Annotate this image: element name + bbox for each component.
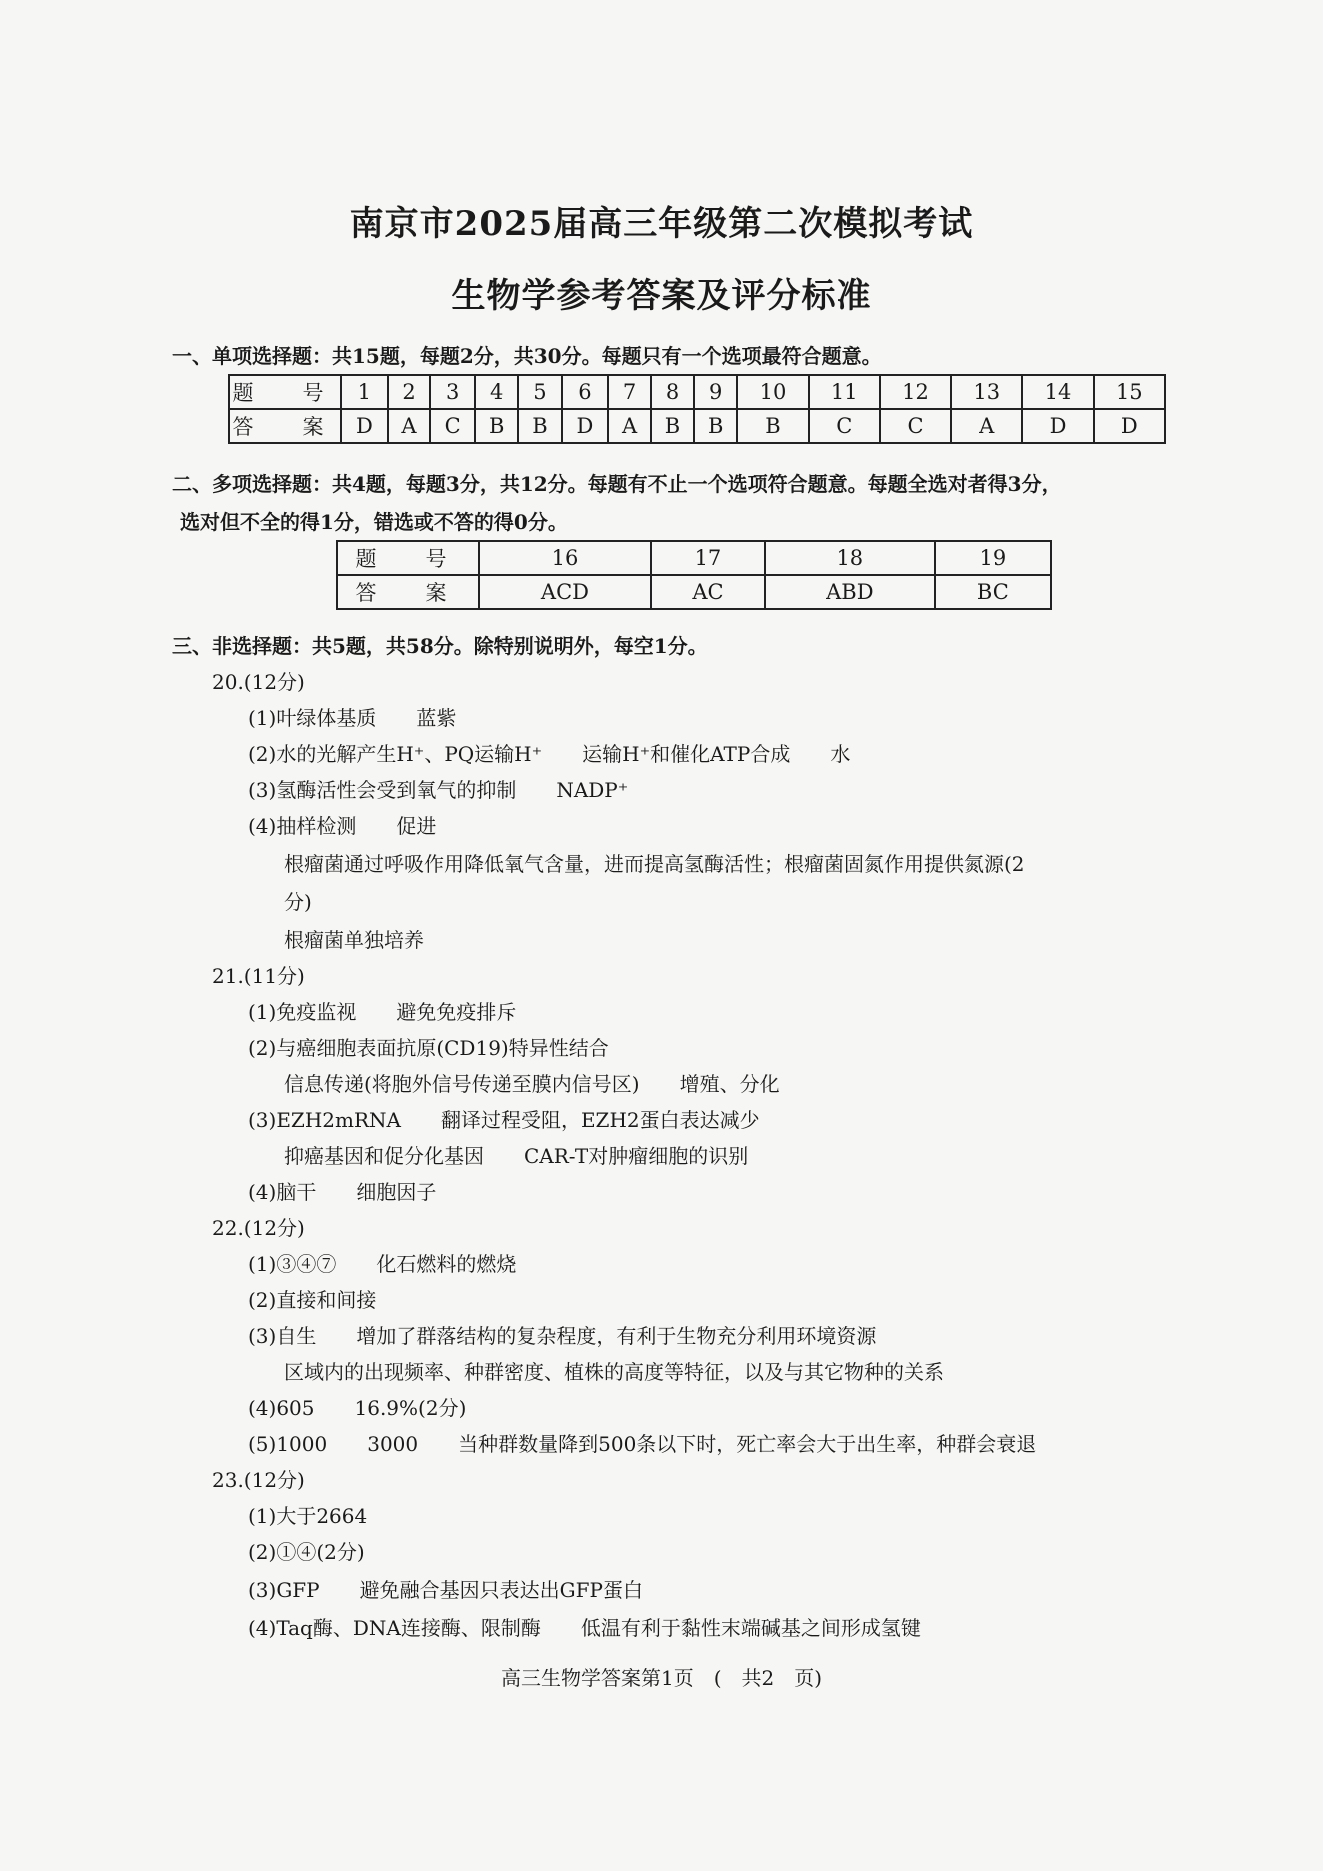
question-number: 3 — [430, 375, 475, 409]
answer-line: (3)自生 增加了群落结构的复杂程度，有利于生物充分利用环境资源 — [248, 1324, 877, 1348]
question-number: 6 — [562, 375, 609, 409]
answer-line: 根瘤菌单独培养 — [284, 928, 424, 952]
answer-line: (1)免疫监视 避免免疫排斥 — [248, 1000, 517, 1024]
answer-line: (5)1000 3000 当种群数量降到500条以下时，死亡率会大于出生率，种群会衰退 — [248, 1432, 1037, 1456]
answer-cell: B — [518, 409, 561, 443]
answer-cell: A — [608, 409, 651, 443]
table-row — [229, 409, 1165, 443]
answer-cell: C — [430, 409, 475, 443]
question-number: 7 — [608, 375, 651, 409]
answer-line: 分) — [284, 890, 312, 914]
question-number: 17 — [651, 541, 765, 575]
q20-title: 20.(12分) — [212, 670, 305, 694]
row-label: 答 案 — [337, 575, 479, 609]
section2-heading-line2: 选对但不全的得1分，错选或不答的得0分。 — [180, 510, 568, 534]
multi-choice-table — [336, 540, 1052, 610]
table-row — [337, 575, 1051, 609]
answer-cell: BC — [935, 575, 1051, 609]
answer-line: (4)605 16.9%(2分) — [248, 1396, 467, 1420]
q23-title: 23.(12分) — [212, 1468, 305, 1492]
answer-cell: ACD — [479, 575, 651, 609]
answer-cell: B — [651, 409, 694, 443]
question-number: 10 — [737, 375, 808, 409]
answer-line: 区域内的出现频率、种群密度、植株的高度等特征，以及与其它物种的关系 — [284, 1360, 944, 1384]
answer-line: (2)与癌细胞表面抗原(CD19)特异性结合 — [248, 1036, 609, 1060]
answer-line: (2)①④(2分) — [248, 1540, 365, 1564]
question-number: 9 — [694, 375, 737, 409]
answer-line: (3)EZH2mRNA 翻译过程受阻，EZH2蛋白表达减少 — [248, 1108, 760, 1132]
answer-cell: A — [388, 409, 431, 443]
answer-line: (2)水的光解产生H⁺、PQ运输H⁺ 运输H⁺和催化ATP合成 水 — [248, 742, 851, 766]
answer-line: 根瘤菌通过呼吸作用降低氧气含量，进而提高氢酶活性；根瘤菌固氮作用提供氮源(2 — [284, 852, 1025, 876]
page-title: 南京市2025届高三年级第二次模拟考试 — [349, 204, 974, 244]
answer-cell: AC — [651, 575, 765, 609]
section1-heading: 一、单项选择题：共15题，每题2分，共30分。每题只有一个选项最符合题意。 — [172, 344, 882, 368]
table-row — [337, 541, 1051, 575]
answer-line: (3)GFP 避免融合基因只表达出GFP蛋白 — [248, 1578, 643, 1602]
answer-cell: C — [880, 409, 951, 443]
answer-cell: D — [341, 409, 388, 443]
answer-cell: D — [1022, 409, 1093, 443]
question-number: 1 — [341, 375, 388, 409]
q22-title: 22.(12分) — [212, 1216, 305, 1240]
question-number: 12 — [880, 375, 951, 409]
question-number: 14 — [1022, 375, 1093, 409]
answer-line: (1)③④⑦ 化石燃料的燃烧 — [248, 1252, 517, 1276]
single-choice-table — [228, 374, 1166, 444]
answer-line: (2)直接和间接 — [248, 1288, 377, 1312]
answer-line: (1)大于2664 — [248, 1504, 368, 1528]
question-number: 16 — [479, 541, 651, 575]
answer-line: (1)叶绿体基质 蓝紫 — [248, 706, 457, 730]
question-number: 2 — [388, 375, 431, 409]
row-label: 答 案 — [229, 409, 341, 443]
page-subtitle: 生物学参考答案及评分标准 — [451, 276, 872, 316]
answer-line: 抑癌基因和促分化基因 CAR-T对肿瘤细胞的识别 — [284, 1144, 749, 1168]
answer-cell: ABD — [765, 575, 935, 609]
answer-line: (3)氢酶活性会受到氧气的抑制 NADP⁺ — [248, 778, 629, 802]
section2-heading-line1: 二、多项选择题：共4题，每题3分，共12分。每题有不止一个选项符合题意。每题全选对者得3分， — [172, 472, 1062, 496]
answer-cell: B — [737, 409, 808, 443]
answer-cell: C — [809, 409, 880, 443]
question-number: 13 — [951, 375, 1022, 409]
answer-line: (4)Taq酶、DNA连接酶、限制酶 低温有利于黏性末端碱基之间形成氢键 — [248, 1616, 921, 1640]
answer-cell: A — [951, 409, 1022, 443]
page-footer: 高三生物学答案第1页 ( 共2 页) — [500, 1666, 823, 1690]
row-label: 题 号 — [229, 375, 341, 409]
answer-cell: B — [694, 409, 737, 443]
table-row — [229, 375, 1165, 409]
q21-title: 21.(11分) — [212, 964, 305, 988]
question-number: 4 — [475, 375, 518, 409]
question-number: 8 — [651, 375, 694, 409]
section3-heading: 三、非选择题：共5题，共58分。除特别说明外，每空1分。 — [172, 634, 708, 658]
question-number: 11 — [809, 375, 880, 409]
answer-line: (4)脑干 细胞因子 — [248, 1180, 437, 1204]
answer-line: 信息传递(将胞外信号传递至膜内信号区) 增殖、分化 — [284, 1072, 780, 1096]
answer-cell: D — [562, 409, 609, 443]
question-number: 5 — [518, 375, 561, 409]
question-number: 15 — [1094, 375, 1165, 409]
row-label: 题 号 — [337, 541, 479, 575]
answer-cell: D — [1094, 409, 1165, 443]
answer-line: (4)抽样检测 促进 — [248, 814, 437, 838]
question-number: 18 — [765, 541, 935, 575]
answer-cell: B — [475, 409, 518, 443]
question-number: 19 — [935, 541, 1051, 575]
